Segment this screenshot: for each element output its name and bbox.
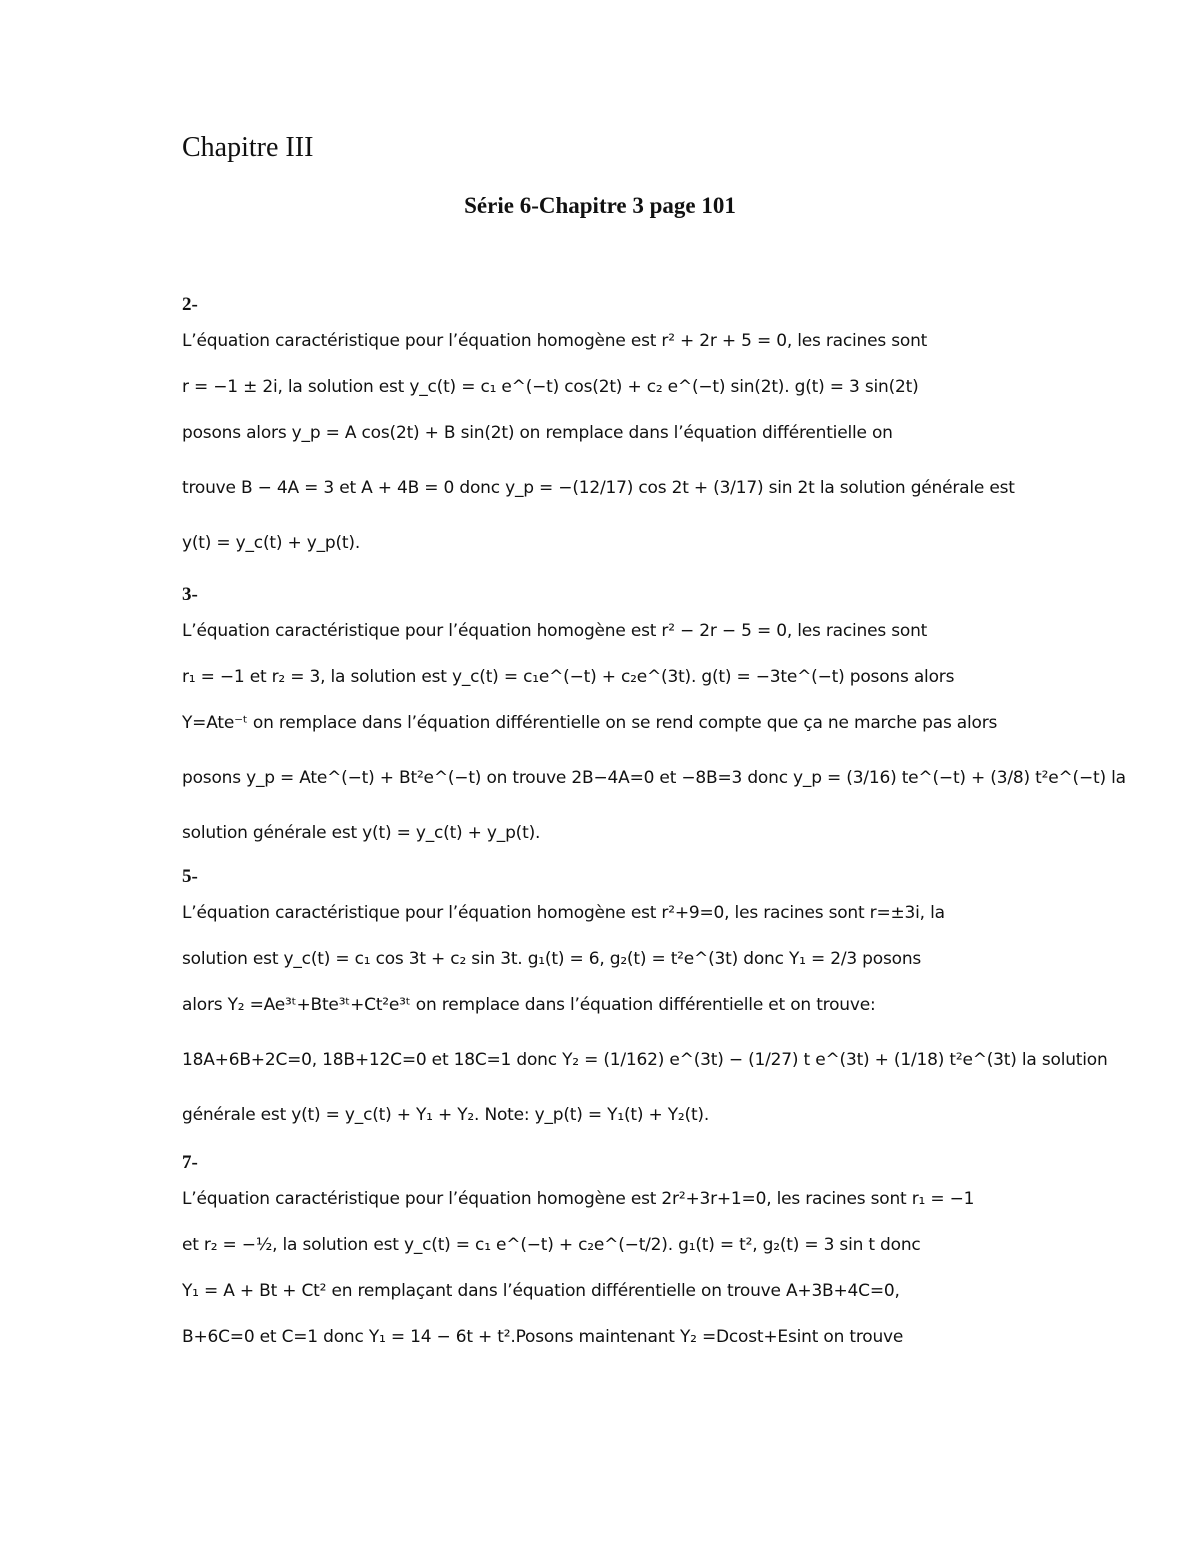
exercise-number: 2- <box>182 294 198 315</box>
text-line: Y=Ate⁻ᵗ on remplace dans l’équation différentielle on se rend compte que ça ne marche pas alors <box>182 713 998 733</box>
text-line: et r₂ = −½, la solution est y_c(t) = c₁ e^(−t) + c₂e^(−t/2). g₁(t) = t², g₂(t) = 3 sin t donc <box>182 1235 921 1255</box>
text-line: r = −1 ± 2i, la solution est y_c(t) = c₁ e^(−t) cos(2t) + c₂ e^(−t) sin(2t). g(t) = 3 sin(2t) <box>182 377 919 397</box>
text-line: y(t) = y_c(t) + y_p(t). <box>182 533 361 553</box>
exercise-3 <box>182 584 1126 856</box>
exercise-number: 5- <box>182 866 198 887</box>
text-line: alors Y₂ =Ae³ᵗ+Bte³ᵗ+Ct²e³ᵗ on remplace dans l’équation différentielle et on trouve: <box>182 995 876 1015</box>
exercise-number: 3- <box>182 584 198 605</box>
text-line: solution est y_c(t) = c₁ cos 3t + c₂ sin 3t. g₁(t) = 6, g₂(t) = t²e^(3t) donc Y₁ = 2/3 posons <box>182 949 922 969</box>
exercise-7 <box>182 1152 1052 1360</box>
text-line: L’équation caractéristique pour l’équation homogène est r² − 2r − 5 = 0, les racines sont <box>182 621 928 641</box>
exercise-5 <box>182 866 1108 1138</box>
text-line: r₁ = −1 et r₂ = 3, la solution est y_c(t) = c₁e^(−t) + c₂e^(3t). g(t) = −3te^(−t) posons alors <box>182 667 955 687</box>
text-line: générale est y(t) = y_c(t) + Y₁ + Y₂. Note: y_p(t) = Y₁(t) + Y₂(t). <box>182 1105 710 1125</box>
text-line: solution générale est y(t) = y_c(t) + y_p(t). <box>182 823 541 843</box>
text-line: Y₁ = A + Bt + Ct² en remplaçant dans l’équation différentielle on trouve A+3B+4C=0, <box>182 1281 900 1301</box>
text-line: 18A+6B+2C=0, 18B+12C=0 et 18C=1 donc Y₂ = (1/162) e^(3t) − (1/27) t e^(3t) + (1/18) t²e^(3t) la solution <box>182 1050 1108 1070</box>
text-line: L’équation caractéristique pour l’équation homogène est r²+9=0, les racines sont r=±3i, la <box>182 903 945 923</box>
text-line: B+6C=0 et C=1 donc Y₁ = 14 − 6t + t².Posons maintenant Y₂ =Dcost+Esint on trouve <box>182 1327 904 1347</box>
chapter-title: Chapitre III <box>182 132 314 163</box>
text-line: trouve B − 4A = 3 et A + 4B = 0 donc y_p = −(12/17) cos 2t + (3/17) sin 2t la solution générale est <box>182 478 1015 498</box>
text-line: L’équation caractéristique pour l’équation homogène est 2r²+3r+1=0, les racines sont r₁ = −1 <box>182 1189 975 1209</box>
exercise-2 <box>182 294 1052 566</box>
text-line: posons y_p = Ate^(−t) + Bt²e^(−t) on trouve 2B−4A=0 et −8B=3 donc y_p = (3/16) te^(−t) + (3/8) t²e^(−t) la <box>182 768 1126 788</box>
text-line: posons alors y_p = A cos(2t) + B sin(2t) on remplace dans l’équation différentielle on <box>182 423 893 443</box>
serie-title: Série 6-Chapitre 3 page 101 <box>464 193 736 218</box>
text-line: L’équation caractéristique pour l’équation homogène est r² + 2r + 5 = 0, les racines sont <box>182 331 928 351</box>
exercise-number: 7- <box>182 1152 198 1173</box>
